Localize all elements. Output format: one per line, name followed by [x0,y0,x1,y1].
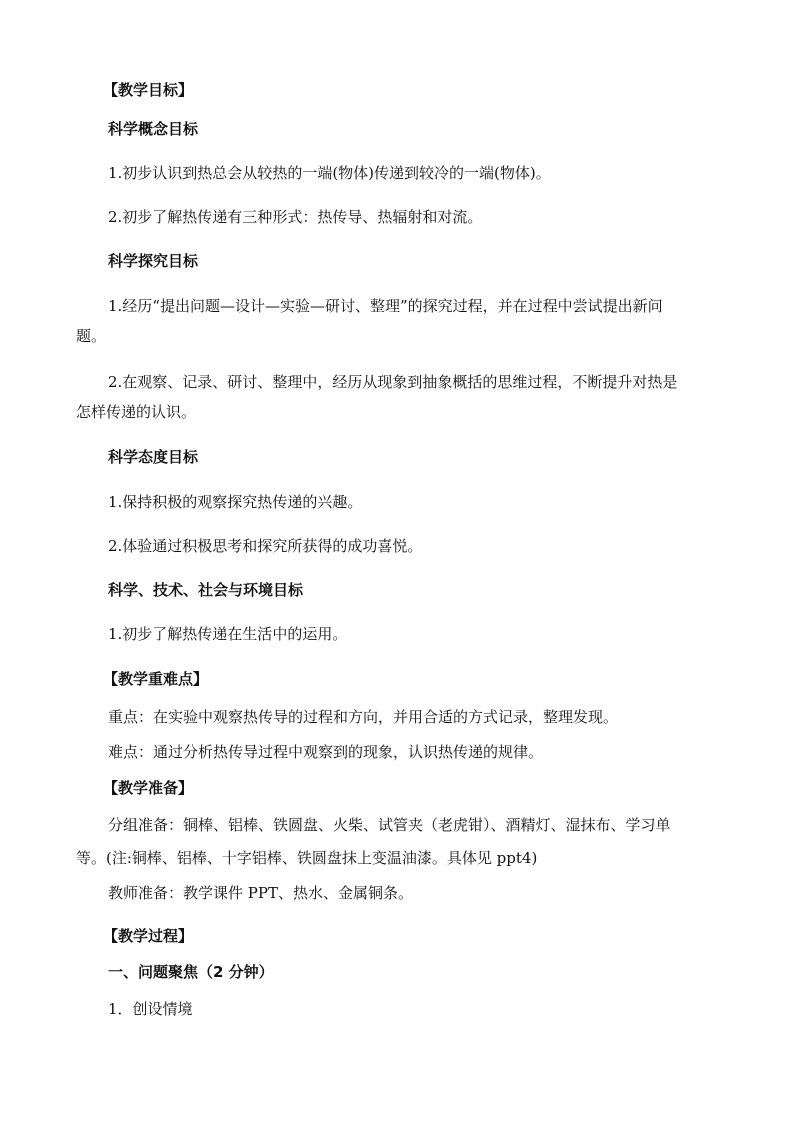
key-points-heading: 【教学重难点】 [103,670,209,688]
teacher-preparation: 教师准备：教学课件 PPT、热水、金属铜条。 [108,884,413,902]
teaching-goals-heading: 【教学目标】 [103,81,194,99]
preparation-heading: 【教学准备】 [103,779,194,797]
concept-goals-heading: 科学概念目标 [108,120,199,138]
key-point: 重点：在实验中观察热传导的过程和方向，并用合适的方式记录，整理发现。 [108,708,619,726]
group-preparation-line-1: 分组准备：铜棒、铝棒、铁圆盘、火柴、试管夹（老虎钳）、酒精灯、湿抹布、学习单 [108,816,671,834]
inquiry-goals-heading: 科学探究目标 [108,252,199,270]
attitude-goal-1: 1.保持积极的观察探究热传递的兴趣。 [108,493,363,511]
inquiry-goal-1-line-2: 题。 [76,327,107,345]
concept-goal-1: 1.初步认识到热总会从较热的一端(物体)传递到较冷的一端(物体)。 [108,164,551,182]
attitude-goals-heading: 科学态度目标 [108,448,199,466]
sts-goals-heading: 科学、技术、社会与环境目标 [108,581,304,599]
attitude-goal-2: 2.体验通过积极思考和探究所获得的成功喜悦。 [108,537,423,555]
teaching-process-heading: 【教学过程】 [103,927,194,945]
group-preparation-line-2: 等。(注:铜棒、铝棒、十字铝棒、铁圆盘抹上变温油漆。具体见 ppt4) [76,849,538,867]
sts-goal-1: 1.初步了解热传递在生活中的运用。 [108,625,348,643]
inquiry-goal-1-line-1: 1.经历“提出问题—设计—实验—研讨、整理”的探究过程，并在过程中尝试提出新问 [108,297,663,315]
inquiry-goal-2-line-1: 2.在观察、记录、研讨、整理中，经历从现象到抽象概括的思维过程，不断提升对热是 [108,373,678,391]
concept-goal-2: 2.初步了解热传递有三种形式：热传导、热辐射和对流。 [108,208,483,226]
inquiry-goal-2-line-2: 怎样传递的认识。 [76,403,197,421]
process-step-1-1: 1．创设情境 [108,1000,193,1018]
difficult-point: 难点：通过分析热传导过程中观察到的现象，认识热传递的规律。 [108,743,544,761]
process-step-1: 一、问题聚焦（2 分钟） [108,963,274,981]
